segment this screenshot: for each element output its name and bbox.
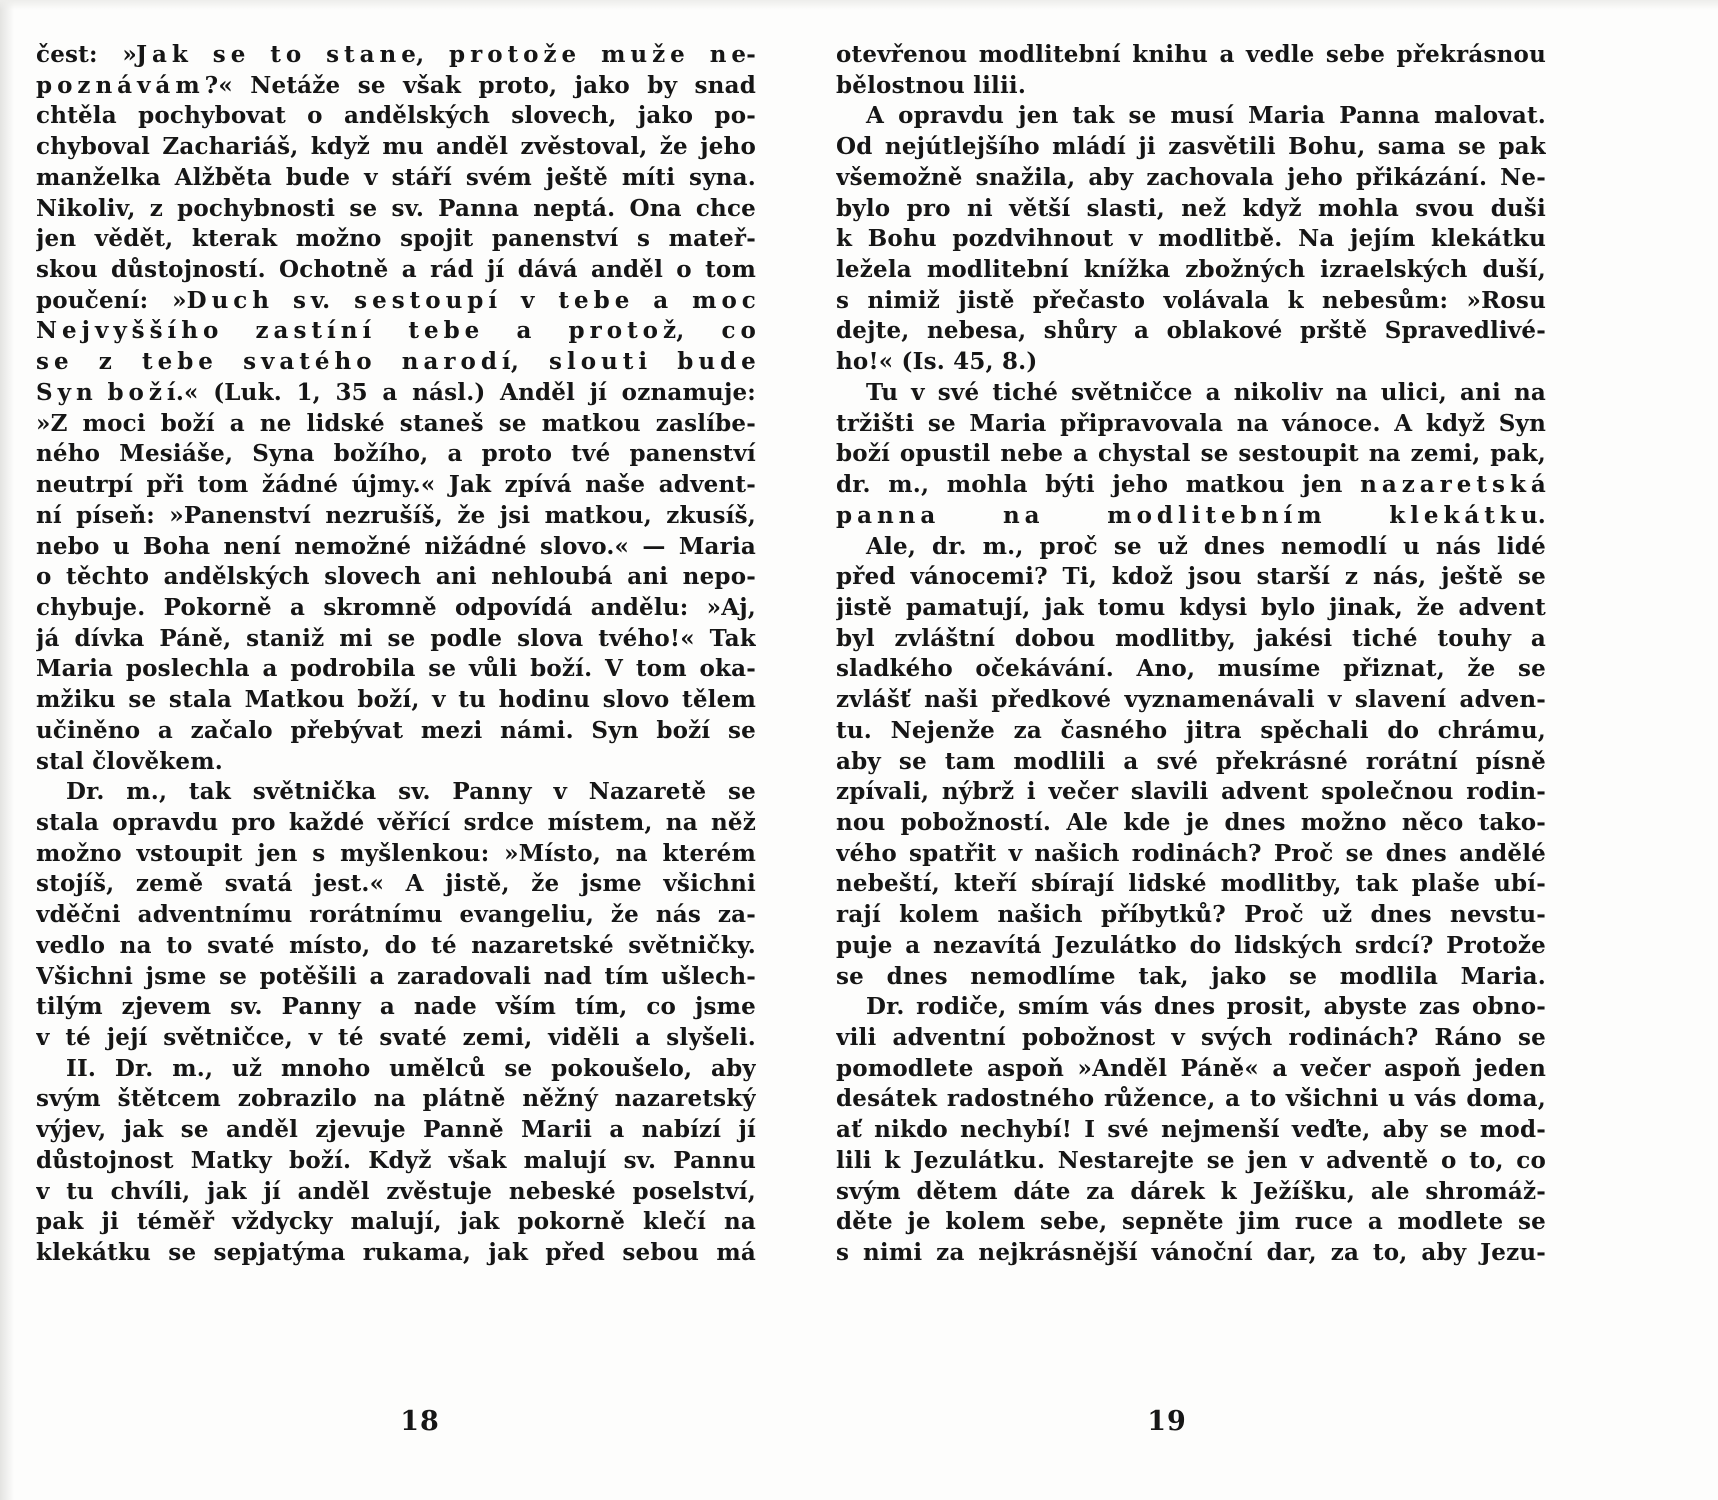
text-line: bělostnou lilii. (836, 71, 1027, 99)
text-line: A opravdu jen tak se musí Maria Panna malovat. (866, 102, 1546, 130)
text-line: ať nikdo nechybí! I své nejmenší veďte, aby se mod- (836, 1116, 1546, 1144)
text-line: jen vědět, kterak možno spojit panenství s mateř- (36, 225, 756, 253)
page-18-text-column (36, 40, 756, 1269)
text-line: tu. Nejenže za časného jitra spěchali do chrámu, (836, 716, 1546, 744)
text-line: Maria poslechla a podrobila se vůli boží. V tom oka- (36, 655, 756, 683)
text-line: Všichni jsme se potěšili a zaradovali nad tím ušlech- (36, 962, 756, 990)
text-line: chyboval Zachariáš, když mu anděl zvěstoval, že jeho (36, 133, 756, 161)
text-line: pomodlete aspoň »Anděl Páně« a večer aspoň jeden (836, 1054, 1546, 1082)
text-line: aby se tam modlili a své překrásné rorátní písně (836, 747, 1546, 775)
text-line: byl zvláštní dobou modlitby, jakési tiché touhy a (836, 624, 1546, 652)
text-line: skou důstojností. Ochotně a rád jí dává anděl o tom (36, 256, 756, 284)
text-line: desátek radostného růžence, a to všichni u vás doma, (836, 1085, 1546, 1113)
text-line: s nimiž jistě přečasto volávala k nebesům: »Rosu (836, 286, 1546, 314)
text-line: svým dětem dáte za dárek k Ježíšku, ale shromáž- (836, 1177, 1546, 1205)
text-line: stal člověkem. (36, 747, 224, 775)
text-line: o těchto andělských slovech ani nehloubá ani nepo- (36, 563, 756, 591)
text-line: učiněno a začalo přebývat mezi námi. Syn boží se (36, 716, 756, 744)
text-line: klekátku se sepjatýma rukama, jak před sebou má (36, 1239, 756, 1267)
text-line: Ale, dr. m., proč se už dnes nemodlí u nás lidé (866, 532, 1546, 560)
text-line: dr. m., mohla býti jeho matkou jen n a z a r e t s k á (836, 471, 1546, 499)
text-line: Nikoliv, z pochybnosti se sv. Panna neptá. Ona chce (36, 194, 756, 222)
text-line: v té její světničce, v té svaté zemi, viděli a slyšeli. (36, 1024, 756, 1051)
text-line: Od nejútlejšího mládí ji zasvětili Bohu, sama se pak (836, 133, 1546, 161)
text-line: vedlo na to svaté místo, do té nazaretské světničky. (36, 931, 756, 959)
page-number-18: 18 (400, 1406, 440, 1437)
text-line: manželka Alžběta bude v stáří svém ještě míti syna. (36, 163, 756, 191)
text-line: boží opustil nebe a chystal se sestoupit na zemi, pak, (836, 440, 1546, 468)
text-line: ho!« (Is. 45, 8.) (836, 348, 1038, 376)
text-line: nebeští, kteří sbírají lidské modlitby, tak plaše ubí- (836, 870, 1546, 898)
text-line: bylo pro ni větší slasti, než když mohla svou duši (836, 194, 1546, 222)
page-19-text-column (836, 40, 1546, 1269)
text-line: »Z moci boží a ne lidské staneš se matkou zaslíbe- (36, 409, 756, 437)
text-line: puje a nezavítá Jezulátko do lidských srdcí? Protože (836, 931, 1546, 959)
text-line: vého spatřit v našich rodinách? Proč se dnes andělé (836, 839, 1546, 867)
text-line: p a n n a n a m o d l i t e b n í m k l e k á t k u. (836, 501, 1546, 529)
text-line: chybuje. Pokorně a skromně odpovídá andělu: »Aj, (36, 593, 756, 621)
text-line: otevřenou modlitební knihu a vedle sebe překrásnou (836, 41, 1546, 68)
text-line: nebo u Boha není nemožné nižádné slovo.« — Maria (36, 532, 756, 560)
text-line: výjev, jak se anděl zjevuje Panně Marii a nabízí jí (36, 1116, 756, 1144)
text-line: s nimi za nejkrásnější vánoční dar, za to, aby Jezu- (836, 1239, 1546, 1267)
text-line: tržišti se Maria připravovala na vánoce. A když Syn (836, 409, 1546, 437)
text-line: jistě pamatují, jak tomu kdysi bylo jinak, že advent (836, 593, 1546, 621)
text-line: vili adventní pobožnost v svých rodinách? Ráno se (836, 1024, 1546, 1051)
text-line: chtěla pochybovat o andělských slovech, jako po- (36, 102, 756, 130)
text-line: zvlášť naši předkové vyznamenávali v slavení adven- (836, 686, 1546, 714)
text-line: dejte, nebesa, shůry a oblakové prště Spravedlivé- (836, 317, 1546, 345)
text-line: sladkého očekávání. Ano, musíme přiznat, že se (836, 655, 1546, 683)
text-line: zpívali, nýbrž i večer slavili advent společnou rodin- (836, 778, 1546, 806)
text-line: S y n b o ž í.« (Luk. 1, 35 a násl.) Anděl jí oznamuje: (36, 378, 756, 406)
text-line: ní píseň: »Panenství nezrušíš, že jsi matkou, zkusíš, (36, 501, 756, 529)
text-line: II. Dr. m., už mnoho umělců se pokoušelo, aby (66, 1054, 756, 1082)
text-line: ného Mesiáše, Syna božího, a proto tvé panenství (36, 440, 756, 468)
text-line: p o z n á v á m ?« Netáže se však proto, jako by snad (36, 71, 756, 99)
text-line: důstojnost Matky boží. Když však malují sv. Pannu (36, 1146, 756, 1174)
text-line: ležela modlitební knížka zbožných izraelských duší, (836, 256, 1546, 284)
text-line: vděčni adventnímu rorátnímu evangeliu, že nás za- (36, 901, 756, 929)
text-line: pak ji téměř vždycky malují, jak pokorně klečí na (36, 1208, 756, 1236)
text-line: já dívka Páně, staniž mi se podle slova tvého!« Tak (36, 624, 756, 652)
text-line: svým štětcem zobrazilo na plátně něžný nazaretský (36, 1085, 756, 1113)
text-line: rají kolem našich příbytků? Proč už dnes nevstu- (836, 901, 1546, 929)
text-line: všemožně snažila, aby zachovala jeho přikázání. Ne- (836, 163, 1546, 191)
text-line: tilým zjevem sv. Panny a nade vším tím, co jsme (36, 993, 756, 1021)
text-line: neutrpí při tom žádné újmy.« Jak zpívá naše advent- (36, 471, 756, 499)
text-line: čest: »J a k s e t o s t a n e, p r o t o ž e m u ž e n e- (36, 41, 756, 68)
text-line: k Bohu pozdvihnout v modlitbě. Na jejím klekátku (836, 225, 1546, 253)
text-line: lili k Jezulátku. Nestarejte se jen v adventě o to, co (836, 1146, 1546, 1174)
text-line: s e z t e b e s v a t é h o n a r o d í, s l o u t i b u d e (36, 348, 756, 376)
text-line: před vánocemi? Ti, kdož jsou starší z nás, ještě se (836, 563, 1546, 591)
text-line: stojíš, země svatá jest.« A jistě, že jsme všichni (36, 870, 756, 898)
text-line: poučení: »D u c h s v. s e s t o u p í v t e b e a m o c (36, 286, 756, 314)
text-line: Dr. m., tak světnička sv. Panny v Nazaretě se (66, 778, 756, 806)
text-line: mžiku se stala Matkou boží, v tu hodinu slovo tělem (36, 686, 756, 714)
text-line: stala opravdu pro každé věřící srdce místem, na něž (36, 808, 756, 836)
text-line: možno vstoupit jen s myšlenkou: »Místo, na kterém (36, 839, 756, 867)
text-line: nou pobožností. Ale kde je dnes možno něco tako- (836, 808, 1546, 836)
text-line: se dnes nemodlíme tak, jako se modlila Maria. (836, 962, 1546, 990)
text-line: N e j v y š š í h o z a s t í n í t e b e a p r o t o ž, c o (36, 317, 756, 345)
text-line: děte je kolem sebe, sepněte jim ruce a modlete se (836, 1208, 1546, 1236)
text-line: v tu chvíli, jak jí anděl zvěstuje nebeské poselství, (36, 1177, 756, 1205)
page-number-19: 19 (1147, 1406, 1187, 1437)
text-line: Dr. rodiče, smím vás dnes prosit, abyste zas obno- (866, 993, 1546, 1021)
text-line: Tu v své tiché světničce a nikoliv na ulici, ani na (866, 378, 1546, 406)
